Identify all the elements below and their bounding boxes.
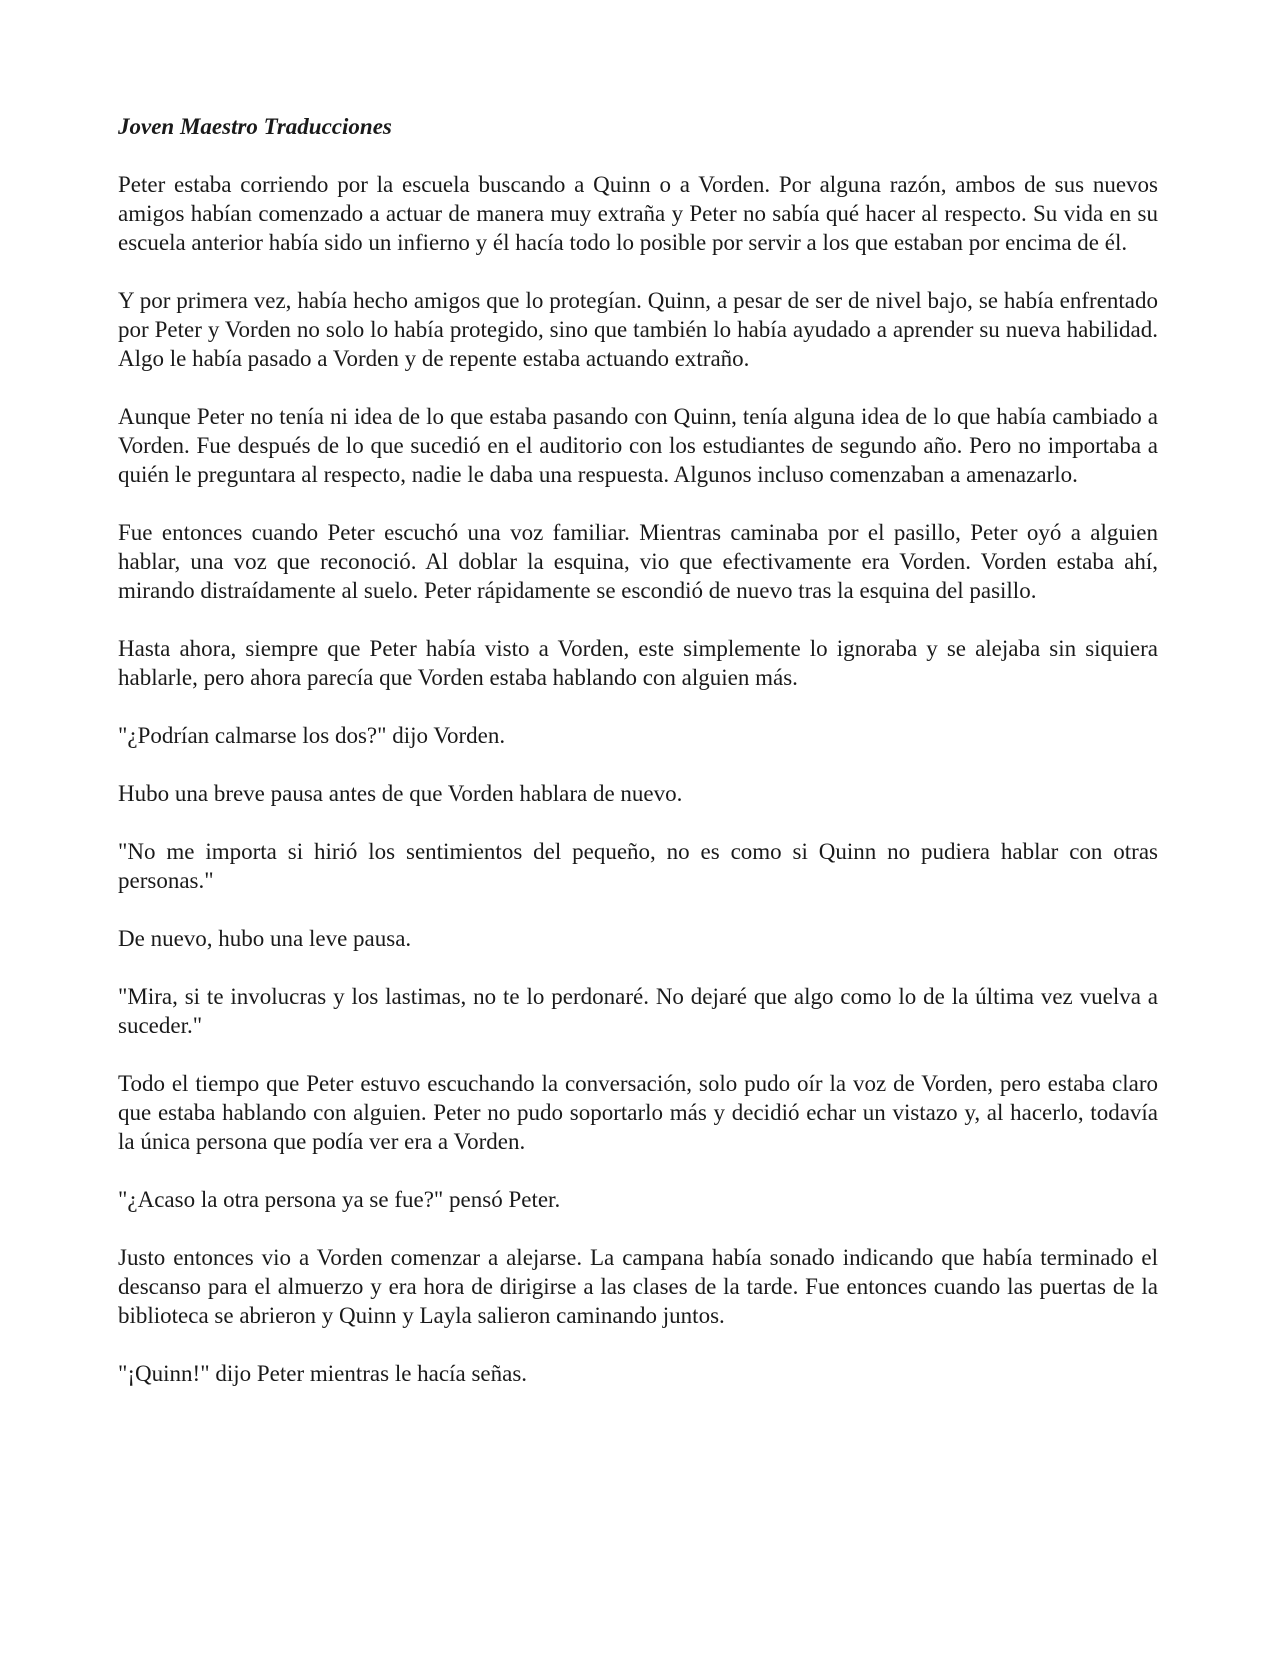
paragraph-7: Hubo una breve pausa antes de que Vorden hablara de nuevo. bbox=[118, 781, 683, 806]
document-page bbox=[118, 112, 1158, 1417]
paragraph-11: Todo el tiempo que Peter estuvo escuchando la conversación, solo pudo oír la voz de Vorden, pero estaba claro que estaba hablando con alguien. Peter no pudo soportarlo más y decidió echar un vistazo y, al hacerlo, todavía la única persona que podía ver era a Vorden. bbox=[118, 1071, 1158, 1154]
paragraph-13: Justo entonces vio a Vorden comenzar a alejarse. La campana había sonado indicando que había terminado el descanso para el almuerzo y era hora de dirigirse a las clases de la tarde. Fue entonces cuando las puertas de la biblioteca se abrieron y Quinn y Layla salieron caminando juntos. bbox=[118, 1245, 1158, 1328]
paragraph-8: "No me importa si hirió los sentimientos del pequeño, no es como si Quinn no pudiera hablar con otras personas." bbox=[118, 839, 1158, 893]
paragraph-14: "¡Quinn!" dijo Peter mientras le hacía señas. bbox=[118, 1361, 528, 1386]
paragraph-2: Y por primera vez, había hecho amigos que lo protegían. Quinn, a pesar de ser de nivel bajo, se había enfrentado por Peter y Vorden no solo lo había protegido, sino que también lo había ayudado a aprender su nueva habilidad. Algo le había pasado a Vorden y de repente estaba actuando extraño. bbox=[118, 288, 1158, 371]
paragraph-6: "¿Podrían calmarse los dos?" dijo Vorden. bbox=[118, 723, 506, 748]
paragraph-9: De nuevo, hubo una leve pausa. bbox=[118, 926, 412, 951]
paragraph-5: Hasta ahora, siempre que Peter había visto a Vorden, este simplemente lo ignoraba y se alejaba sin siquiera hablarle, pero ahora parecía que Vorden estaba hablando con alguien más. bbox=[118, 636, 1158, 690]
paragraph-1: Peter estaba corriendo por la escuela buscando a Quinn o a Vorden. Por alguna razón, ambos de sus nuevos amigos habían comenzado a actuar de manera muy extraña y Peter no sabía qué hacer al respecto. Su vida en su escuela anterior había sido un infierno y él hacía todo lo posible por servir a los que estaban por encima de él. bbox=[118, 172, 1158, 255]
paragraph-4: Fue entonces cuando Peter escuchó una voz familiar. Mientras caminaba por el pasillo, Peter oyó a alguien hablar, una voz que reconoció. Al doblar la esquina, vio que efectivamente era Vorden. Vorden estaba ahí, mirando distraídamente al suelo. Peter rápidamente se escondió de nuevo tras la esquina del pasillo. bbox=[118, 520, 1158, 603]
document-title: Joven Maestro Traducciones bbox=[118, 114, 392, 139]
paragraph-12: "¿Acaso la otra persona ya se fue?" pensó Peter. bbox=[118, 1187, 561, 1212]
paragraph-10: "Mira, si te involucras y los lastimas, no te lo perdonaré. No dejaré que algo como lo de la última vez vuelva a suceder." bbox=[118, 984, 1158, 1038]
paragraph-3: Aunque Peter no tenía ni idea de lo que estaba pasando con Quinn, tenía alguna idea de lo que había cambiado a Vorden. Fue después de lo que sucedió en el auditorio con los estudiantes de segundo año. Pero no importaba a quién le preguntara al respecto, nadie le daba una respuesta. Algunos incluso comenzaban a amenazarlo. bbox=[118, 404, 1158, 487]
